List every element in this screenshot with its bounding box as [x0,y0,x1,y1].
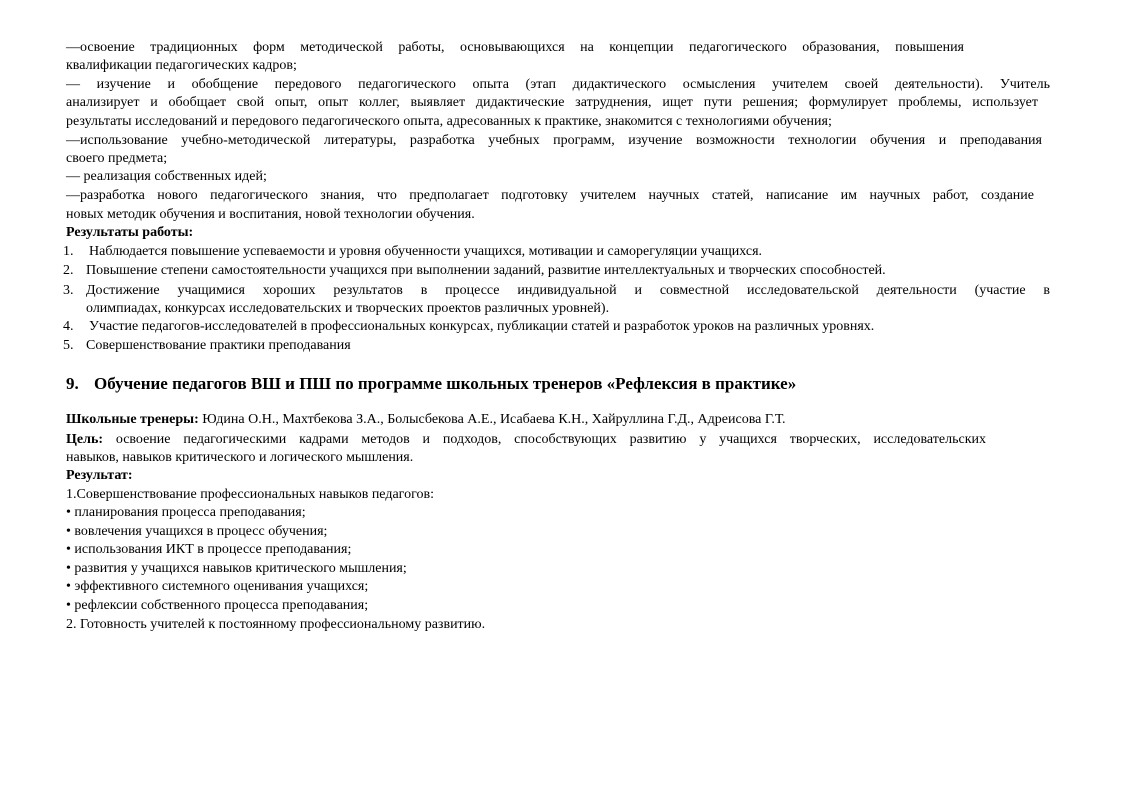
goal-line2: навыков, навыков критического и логического мышления. [66,450,414,465]
goal-label: Цель: [66,432,104,447]
results-work-label: Результаты работы: [66,225,194,240]
trainers-line [66,411,1050,429]
intro-p2-line3: результаты исследований и передового педагогического опыта, адресованных к практике, знакомится с технологиями обучения; [66,114,832,129]
results-item: Совершенствование практики преподавания [86,338,351,353]
result-bullet: • развития у учащихся навыков критического мышления; [66,561,407,576]
results-item: Повышение степени самостоятельности учащихся при выполнении заданий, развитие интеллектуальных и творческих способностей. [86,263,886,278]
intro-p2-line2: анализирует и обобщает свой опыт, опыт коллег, выявляет дидактические затруднения, ищет пути решения; формулирует проблемы, использует [66,95,1038,110]
section-heading [66,374,796,394]
trainers-value: Юдина О.Н., Махтбекова З.А., Болысбекова А.Е., Исабаева К.Н., Хайруллина Г.Д., Адреисова Г.Т. [198,412,786,427]
result-label: Результат: [66,468,133,483]
results-item-number: 3. [63,283,74,298]
section-number: 9. [66,374,79,393]
intro-p1-line1: —освоение традиционных форм методической работы, основывающихся на концепции педагогического образования, повышения [66,40,964,55]
intro-p1-line2: квалификации педагогических кадров; [66,58,297,73]
result-bullet: • эффективного системного оценивания учащихся; [66,579,369,594]
results-item-continuation: олимпиадах, конкурсах исследовательских и творческих проектов различных уровней). [86,301,610,316]
result-bullet: • планирования процесса преподавания; [66,505,306,520]
result-bullet: • использования ИКТ в процессе преподавания; [66,542,352,557]
intro-p3-line1: —использование учебно-методической литературы, разработка учебных программ, изучение возможности технологии обучения и преподавания [66,133,1042,148]
intro-p5-line2: новых методик обучения и воспитания, новой технологии обучения. [66,207,475,222]
trainers-label: Школьные тренеры: [66,412,199,427]
intro-p5-line1: —разработка нового педагогического знания, что предполагает подготовку учителем научных статей, написание им научных работ, создание [66,188,1034,203]
results-item-number: 5. [63,338,74,353]
result-bullet: • рефлексии собственного процесса преподавания; [66,598,369,613]
intro-p2-line1: — изучение и обобщение передового педагогического опыта (этап дидактического осмысления учителем своей деятельности). Учитель [66,77,1050,92]
goal-text: освоение педагогическими кадрами методов и подходов, способствующих развитию у учащихся творческих, исследовательских [103,432,986,447]
results-item-number: 2. [63,263,74,278]
result-final: 2. Готовность учителей к постоянному профессиональному развитию. [66,617,486,632]
results-item-number: 1. [63,244,74,259]
intro-p3-line2: своего предмета; [66,151,168,166]
result-intro: 1.Совершенствование профессиональных навыков педагогов: [66,487,434,502]
results-item: Достижение учащимися хороших результатов в процессе индивидуальной и совместной исследовательской деятельности (участие в [86,283,1050,298]
intro-p4-line1: — реализация собственных идей; [66,169,267,184]
results-item-number: 4. [63,319,74,334]
section-title: Обучение педагогов ВШ и ПШ по программе школьных тренеров «Рефлексия в практике» [94,374,797,393]
results-item: Наблюдается повышение успеваемости и уровня обученности учащихся, мотивации и саморегуляции учащихся. [89,244,763,259]
results-item: Участие педагогов-исследователей в профессиональных конкурсах, публикации статей и разработок уроков на различных уровнях. [89,319,875,334]
goal-line1 [66,431,986,449]
result-bullet: • вовлечения учащихся в процесс обучения; [66,524,328,539]
